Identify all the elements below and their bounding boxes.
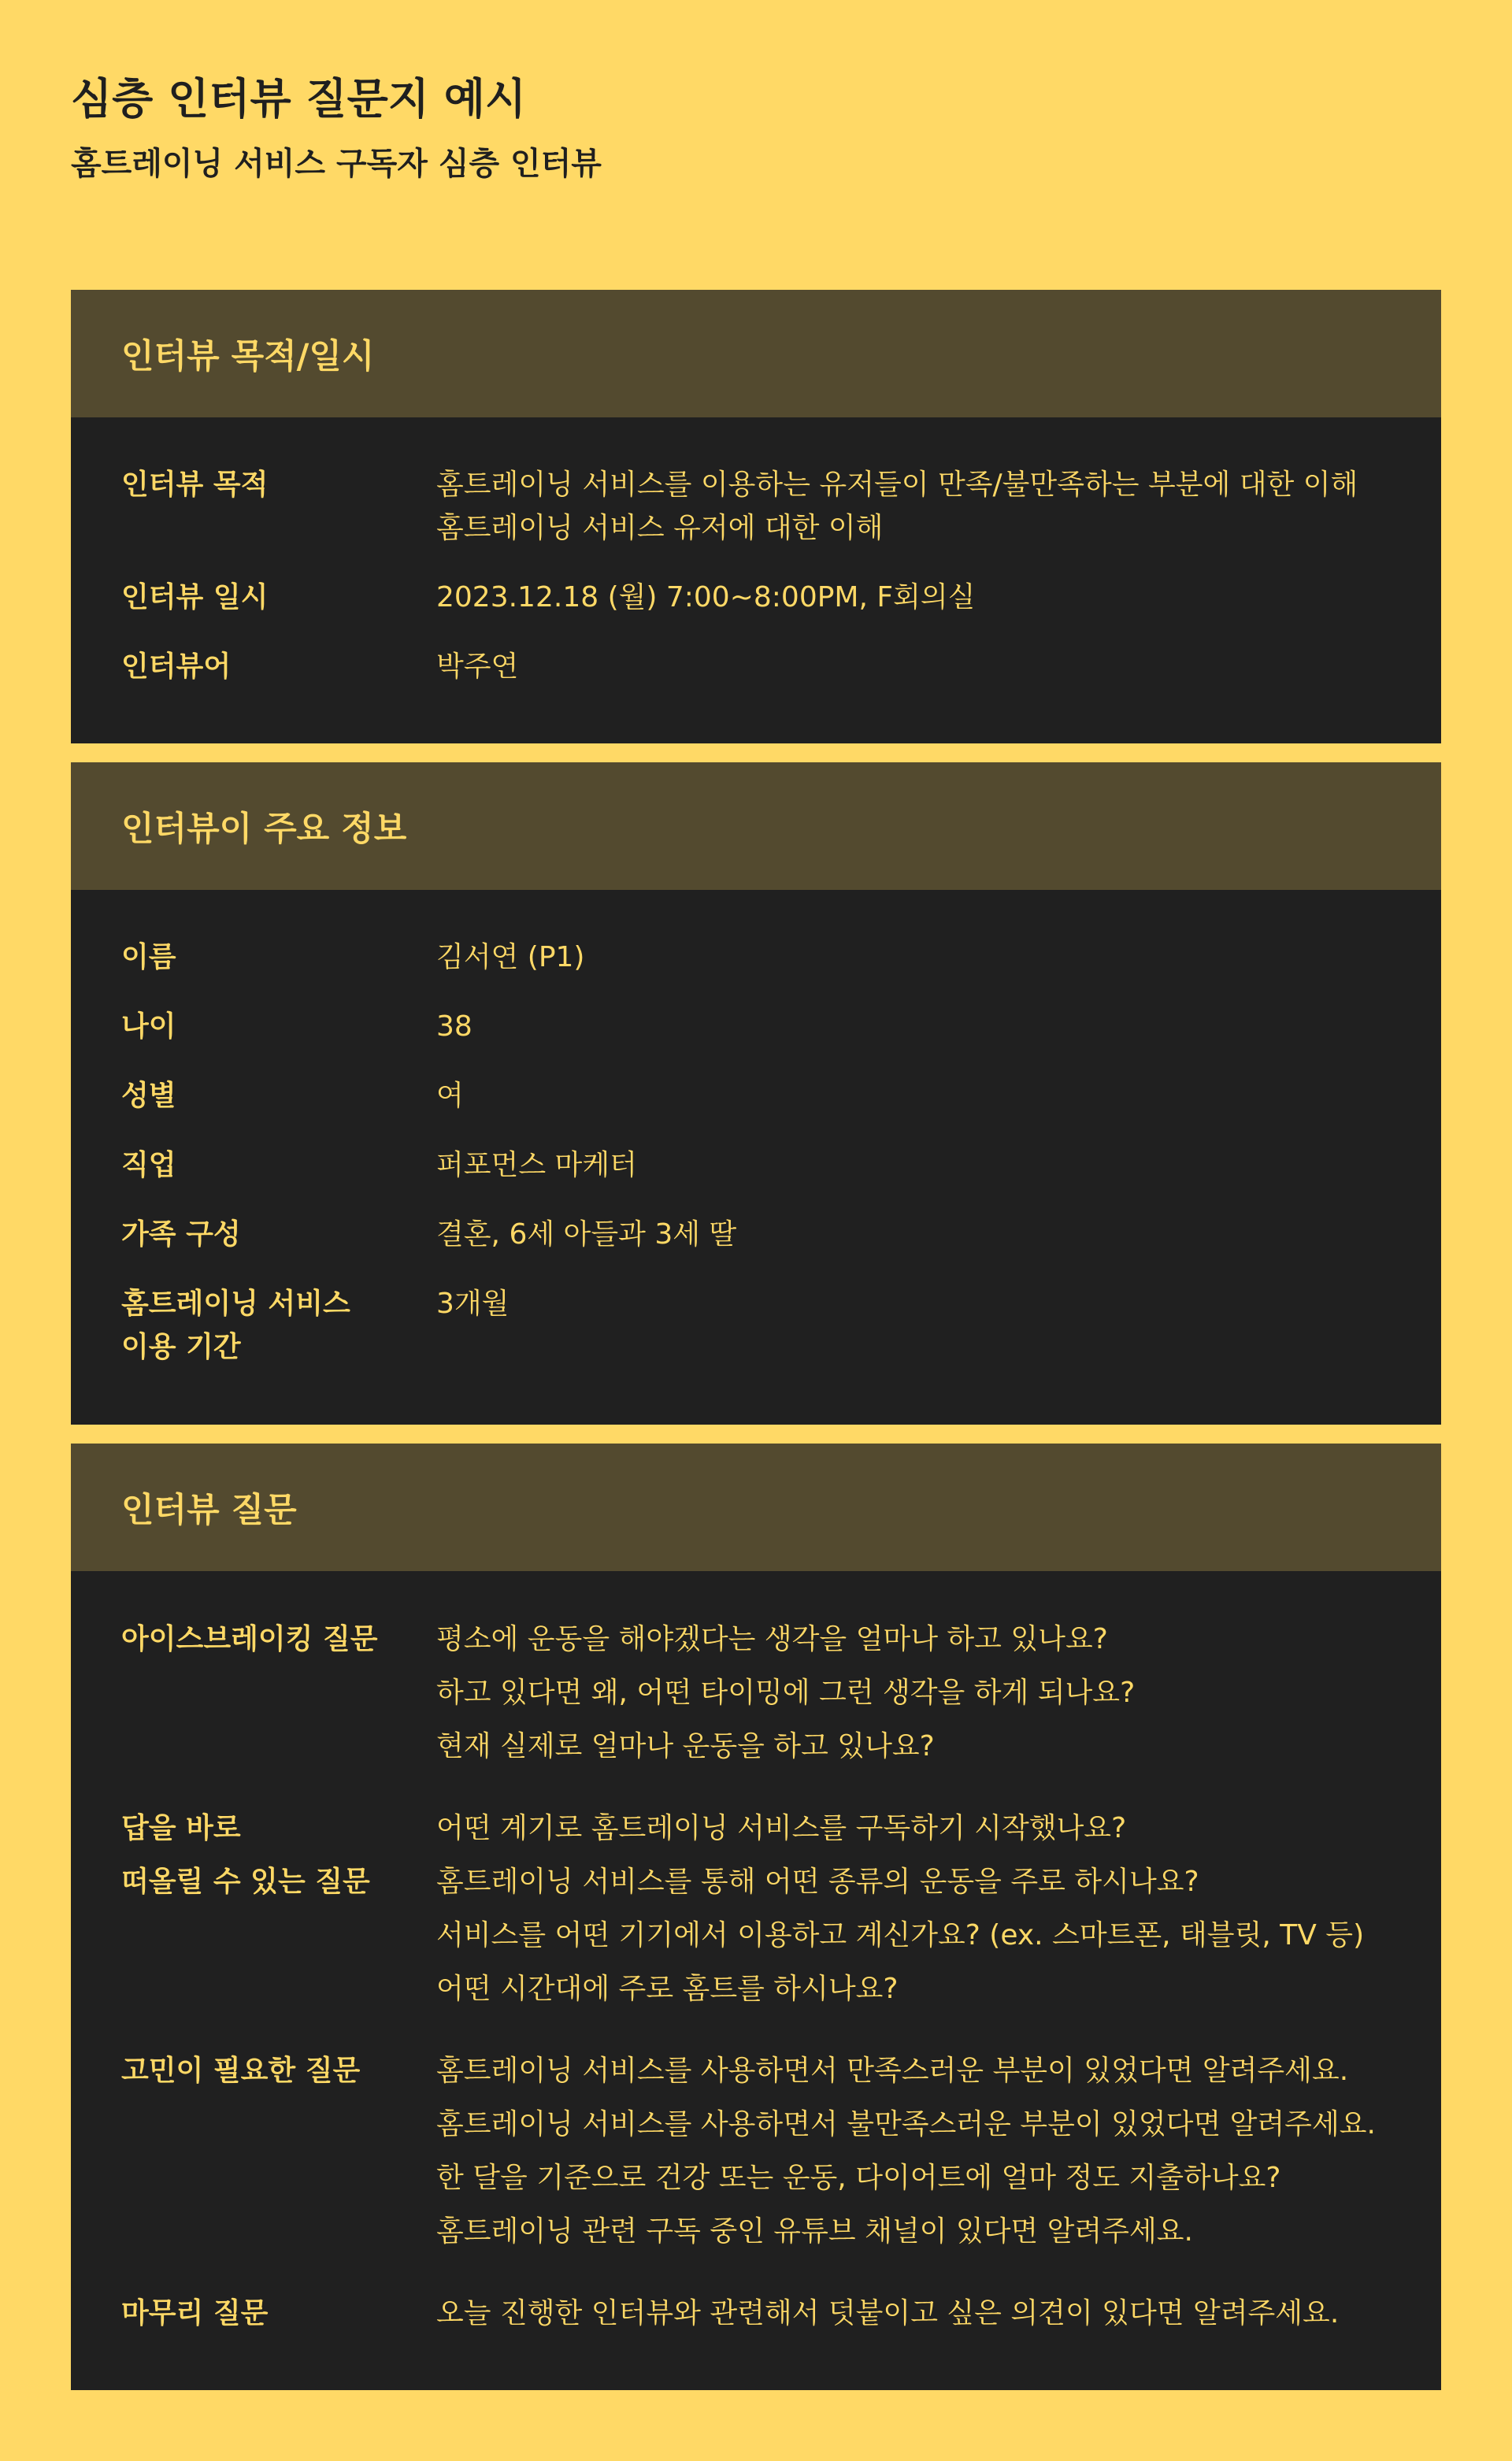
label-line: 가족 구성 (121, 1218, 241, 1251)
row-family (121, 1213, 1391, 1256)
value-line: 김서연 (P1) (436, 941, 585, 973)
section-header (71, 290, 1441, 417)
label-line: 인터뷰 목적 (121, 469, 269, 501)
row-label (121, 936, 436, 979)
label-line: 답을 바로 (121, 1812, 241, 1844)
question-line: 홈트레이닝 서비스를 사용하면서 만족스러운 부분이 있었다면 알려주세요. (436, 2055, 1349, 2087)
row-thoughtful-questions (121, 2044, 1391, 2259)
question-line: 평소에 운동을 해야겠다는 생각을 얼마나 하고 있나요? (436, 1623, 1108, 1655)
row-usage-period (121, 1282, 1391, 1369)
row-interview-purpose (121, 463, 1391, 550)
row-label (121, 1005, 436, 1048)
row-values (436, 2287, 1391, 2341)
section-title: 인터뷰 질문 (121, 1490, 297, 1530)
row-values (436, 1074, 1391, 1117)
value-line: 결혼, 6세 아들과 3세 딸 (436, 1218, 737, 1251)
row-values (436, 1282, 1391, 1325)
question-line: 오늘 진행한 인터뷰와 관련해서 덧붙이고 싶은 의견이 있다면 알려주세요. (436, 2297, 1340, 2329)
value-line: 퍼포먼스 마케터 (436, 1149, 637, 1181)
row-values (436, 576, 1391, 619)
value-line: 여 (436, 1080, 464, 1112)
section-interviewee-info (71, 762, 1441, 1425)
row-values (436, 936, 1391, 979)
section-title: 인터뷰이 주요 정보 (121, 809, 407, 849)
label-line: 떠올릴 수 있는 질문 (121, 1866, 370, 1898)
page-subtitle: 홈트레이닝 서비스 구독자 심층 인터뷰 (71, 146, 602, 182)
question-line: 홈트레이닝 서비스를 통해 어떤 종류의 운동을 주로 하시나요? (436, 1866, 1199, 1898)
label-line: 마무리 질문 (121, 2297, 269, 2329)
question-line: 어떤 계기로 홈트레이닝 서비스를 구독하기 시작했나요? (436, 1812, 1127, 1844)
question-line: 홈트레이닝 서비스를 사용하면서 불만족스러운 부분이 있었다면 알려주세요. (436, 2108, 1376, 2140)
row-label (121, 1074, 436, 1117)
row-age (121, 1005, 1391, 1048)
row-easy-questions (121, 1802, 1391, 2016)
row-values (436, 1802, 1391, 2016)
row-values (436, 645, 1391, 688)
section-interview-purpose (71, 290, 1441, 743)
value-line: 38 (436, 1010, 472, 1043)
section-interview-questions (71, 1444, 1441, 2390)
question-line: 홈트레이닝 관련 구독 중인 유튜브 채널이 있다면 알려주세요. (436, 2215, 1193, 2248)
label-line: 홈트레이닝 서비스 (121, 1288, 350, 1320)
row-values (436, 1005, 1391, 1048)
label-line: 고민이 필요한 질문 (121, 2055, 361, 2087)
row-gender (121, 1074, 1391, 1117)
row-values (436, 2044, 1391, 2259)
row-values (436, 1213, 1391, 1256)
row-label (121, 576, 436, 619)
row-occupation (121, 1143, 1391, 1187)
row-label (121, 1282, 436, 1369)
row-label (121, 2044, 436, 2098)
question-line: 어떤 시간대에 주로 홈트를 하시나요? (436, 1973, 899, 2005)
label-line: 아이스브레이킹 질문 (121, 1623, 378, 1655)
label-line: 이름 (121, 941, 176, 973)
row-label (121, 1613, 436, 1666)
label-line: 직업 (121, 1149, 176, 1181)
row-values (436, 463, 1391, 550)
row-closing-questions (121, 2287, 1391, 2341)
row-label (121, 2287, 436, 2341)
page-title: 심층 인터뷰 질문지 예시 (71, 74, 527, 124)
row-label (121, 1143, 436, 1187)
row-label (121, 463, 436, 506)
value-line: 2023.12.18 (월) 7:00~8:00PM, F회의실 (436, 581, 976, 613)
row-label (121, 645, 436, 688)
value-line: 3개월 (436, 1288, 510, 1320)
question-line: 하고 있다면 왜, 어떤 타이밍에 그런 생각을 하게 되나요? (436, 1677, 1136, 1709)
row-interview-date (121, 576, 1391, 619)
label-line: 성별 (121, 1080, 176, 1112)
label-line: 이용 기간 (121, 1331, 241, 1363)
row-values (436, 1143, 1391, 1187)
value-line: 홈트레이닝 서비스를 이용하는 유저들이 만족/불만족하는 부분에 대한 이해 (436, 469, 1358, 501)
label-line: 인터뷰어 (121, 650, 232, 683)
question-line: 현재 실제로 얼마나 운동을 하고 있나요? (436, 1730, 935, 1762)
section-header (71, 1444, 1441, 1571)
section-title: 인터뷰 목적/일시 (121, 336, 375, 376)
label-line: 나이 (121, 1010, 176, 1043)
row-label (121, 1802, 436, 1909)
label-line: 인터뷰 일시 (121, 581, 269, 613)
row-values (436, 1613, 1391, 1773)
row-icebreaking-questions (121, 1613, 1391, 1773)
section-body (71, 890, 1441, 1369)
row-name (121, 936, 1391, 979)
section-header (71, 762, 1441, 890)
row-label (121, 1213, 436, 1256)
value-line: 홈트레이닝 서비스 유저에 대한 이해 (436, 512, 884, 544)
value-line: 박주연 (436, 650, 519, 683)
question-line: 서비스를 어떤 기기에서 이용하고 계신가요? (ex. 스마트폰, 태블릿, TV 등) (436, 1919, 1365, 1951)
section-body (71, 1571, 1441, 2341)
section-body (71, 417, 1441, 688)
question-line: 한 달을 기준으로 건강 또는 운동, 다이어트에 얼마 정도 지출하나요? (436, 2162, 1281, 2194)
row-interviewer (121, 645, 1391, 688)
